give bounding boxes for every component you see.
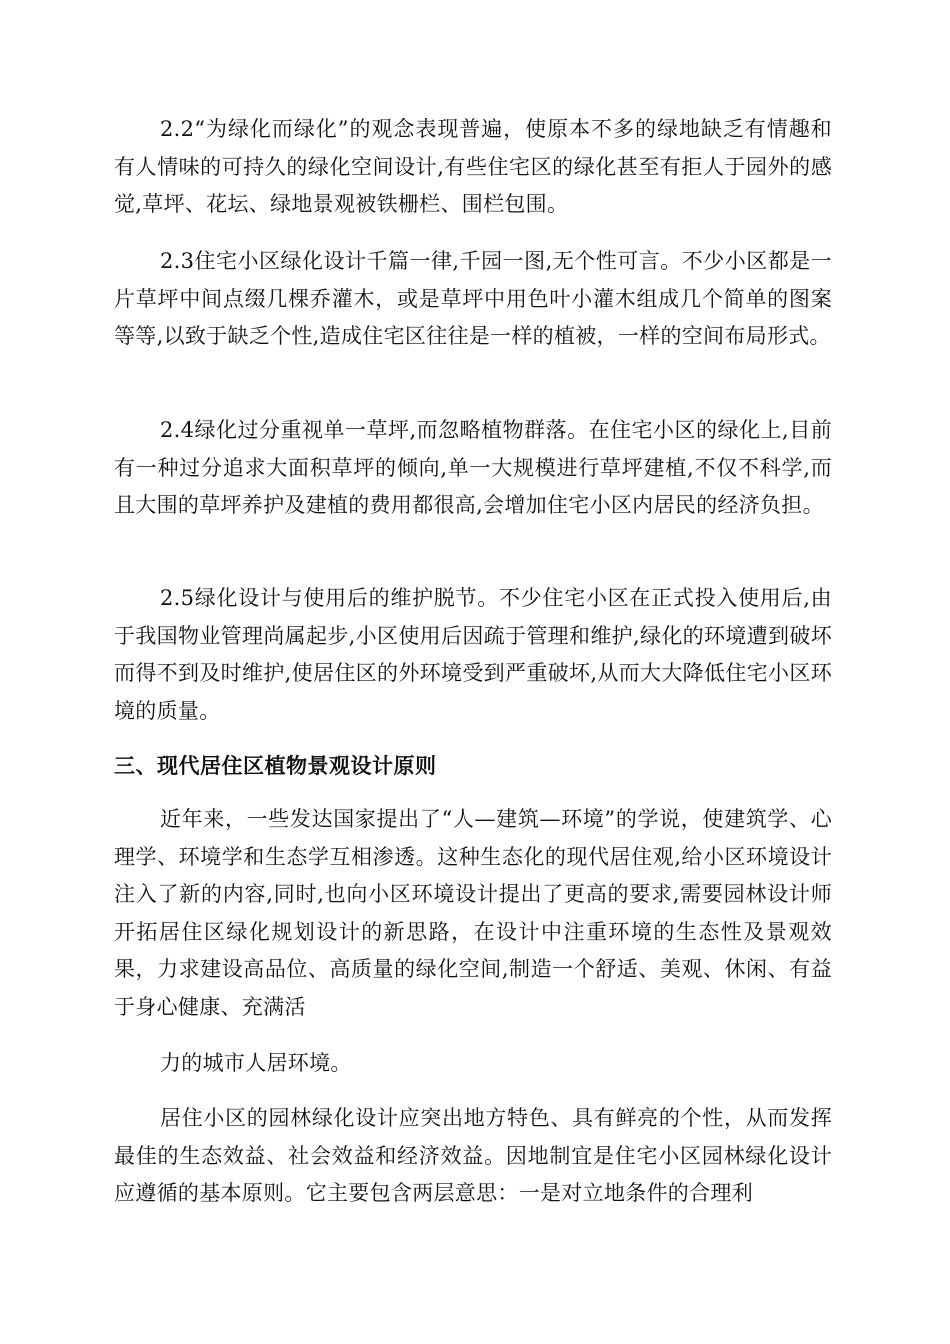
section-heading: 三、现代居住区植物景观设计原则 bbox=[114, 754, 437, 778]
paragraph-intro: 近年来，一些发达国家提出了“人—建筑—环境”的学说，使建筑学、心理学、环境学和生态学互相渗透。这种生态化的现代居住观,给小区环境设计注入了新的内容,同时,也向小区环境设计提出了更高的要求,需要园林设计师开拓居住区绿化规划设计的新思路，在设计中注重环境的生态性及景观效果，力求建设高品位、高质量的绿化空间,制造一个舒适、美观、休闲、有益于身心健康、充满活 bbox=[114, 807, 832, 1019]
paragraph-2-5: 2.5绿化设计与使用后的维护脱节。不少住宅小区在正式投入使用后,由于我国物业管理尚属起步,小区使用后因疏于管理和维护,绿化的环境遭到破坏而得不到及时维护,使居住区的外环境受到严重破坏,从而大大降低住宅小区环境的质量。 bbox=[114, 586, 832, 723]
paragraph-principle: 居住小区的园林绿化设计应突出地方特色、具有鲜亮的个性，从而发挥最佳的生态效益、社会效益和经济效益。因地制宜是住宅小区园林绿化设计应遵循的基本原则。它主要包含两层意思：一是对立地条件的合理利 bbox=[114, 1106, 832, 1205]
paragraph-2-3: 2.3住宅小区绿化设计千篇一律,千园一图,无个性可言。不少小区都是一片草坪中间点缀几棵乔灌木，或是草坪中用色叶小灌木组成几个简单的图案等等,以致于缺乏个性,造成住宅区往往是一样的植被，一样的空间布局形式。 bbox=[114, 249, 832, 348]
paragraph-2-4: 2.4绿化过分重视单一草坪,而忽略植物群落。在住宅小区的绿化上,目前有一种过分追求大面积草坪的倾向,单一大规模进行草坪建植,不仅不科学,而且大围的草坪养护及建植的费用都很高,会增加住宅小区内居民的经济负担。 bbox=[114, 418, 832, 517]
paragraph-2-2: 2.2“为绿化而绿化”的观念表现普遍，使原本不多的绿地缺乏有情趣和有人情味的可持久的绿化空间设计,有些住宅区的绿化甚至有拒人于园外的感觉,草坪、花坛、绿地景观被铁栅栏、围栏包围。 bbox=[114, 117, 832, 216]
paragraph-continuation: 力的城市人居环境。 bbox=[160, 1051, 352, 1075]
